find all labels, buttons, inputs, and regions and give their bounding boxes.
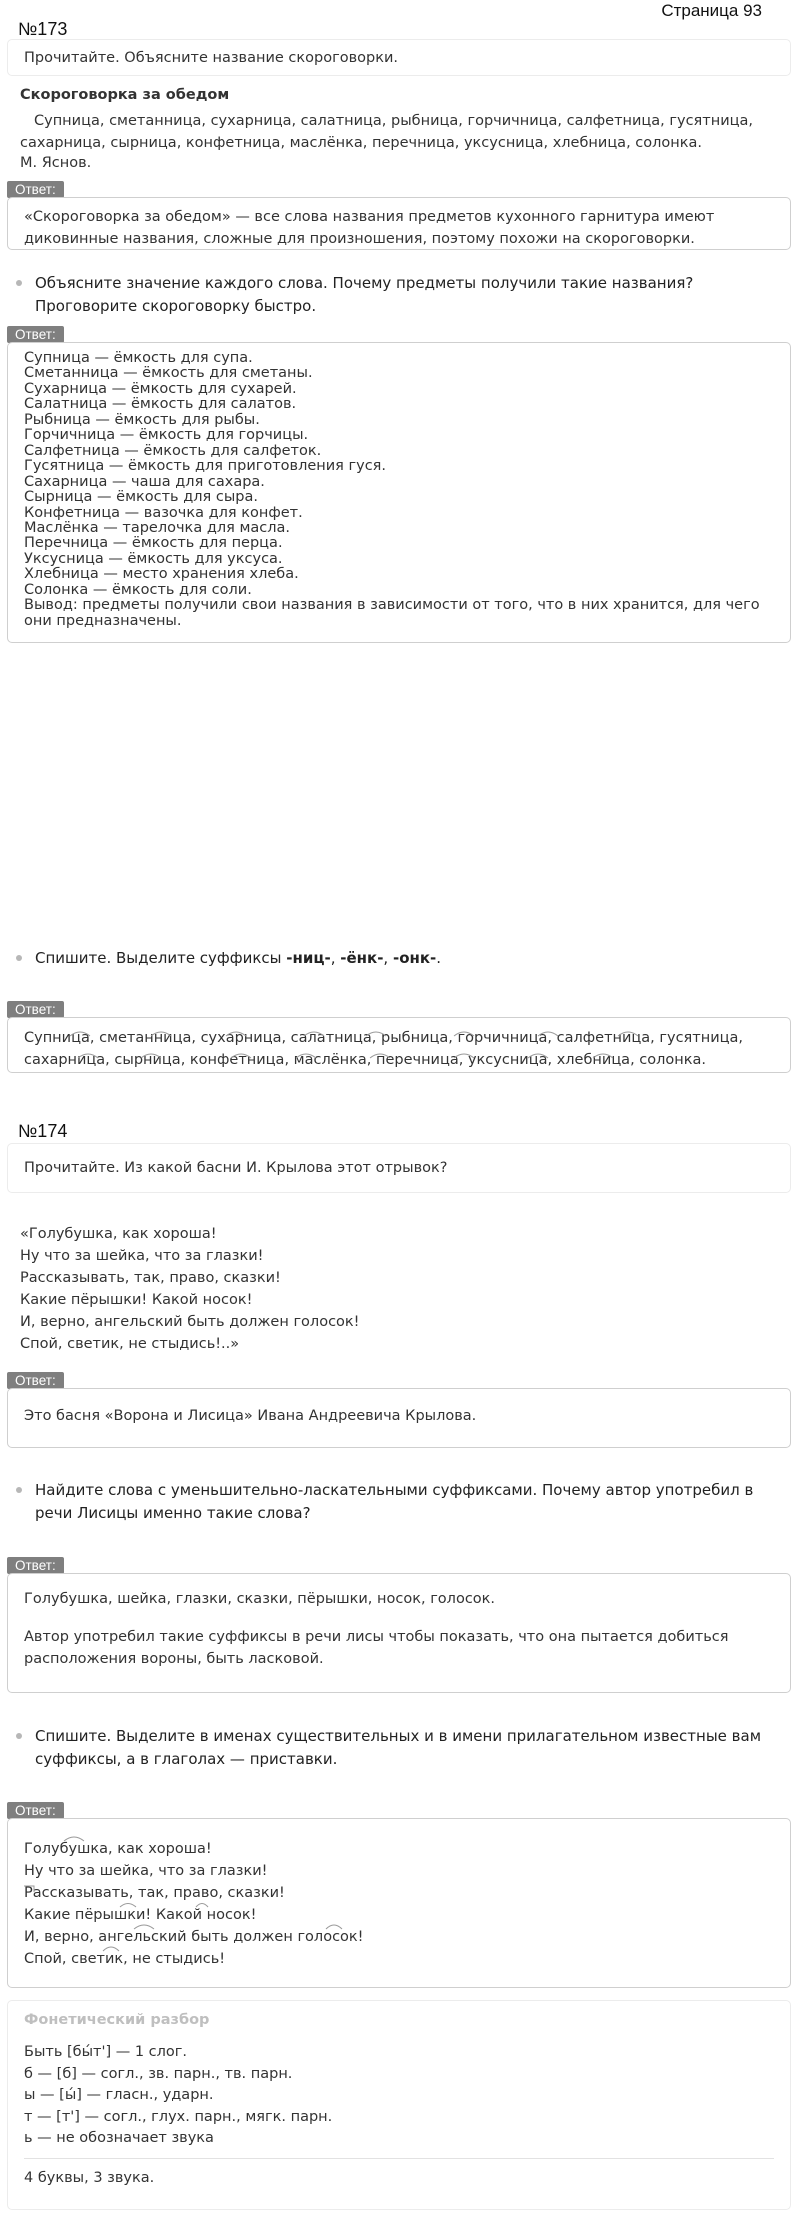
period: . — [436, 949, 442, 967]
poem-line: Ну что за шейка, что за глазки! — [20, 1248, 264, 1264]
task-173-text: Прочитайте. Объясните название скороговорки. — [24, 50, 399, 66]
phonetic-line: т — [т'] — согл., глух. парн., мягк. парн. — [24, 2108, 333, 2125]
answer-line: Сырница — ёмкость для сыра. — [24, 489, 258, 506]
phonetic-title: Фонетический разбор — [24, 2012, 210, 2028]
answer-line: Ну что за шейка, что за глазки! — [24, 1863, 268, 1879]
answer-line: Какие пёрышки! Какой носок! — [24, 1907, 257, 1923]
answer-conclusion: Вывод: предметы получили свои названия в зависимости от того, что в них хранится, для чего они предназначены. — [24, 597, 760, 629]
question-173-3 — [35, 947, 780, 970]
answer-line: Сухарница — ёмкость для сухарей. — [24, 380, 297, 397]
answer-line: Спой, светик, не стыдись! — [24, 1951, 226, 1967]
answer-line: Супница — ёмкость для супа. — [24, 350, 253, 366]
suffix-nits: -ниц- — [286, 949, 331, 967]
answer-line: Конфетница — вазочка для конфет. — [24, 504, 303, 521]
phonetic-line: ь — не обозначает звука — [24, 2130, 214, 2146]
poem-line: Рассказывать, так, право, сказки! — [20, 1270, 281, 1286]
answer-line: Салатница — ёмкость для салатов. — [24, 396, 297, 413]
answer-line: Солонка — ёмкость для соли. — [24, 581, 252, 598]
answer-label: Ответ: — [7, 326, 64, 343]
answer-line: Маслёнка — тарелочка для масла. — [24, 519, 290, 536]
separator: , — [383, 949, 393, 967]
question-173-3-prefix: Спишите. Выделите суффиксы — [35, 949, 287, 967]
task-174-text: Прочитайте. Из какой басни И. Крылова этот отрывок? — [24, 1160, 448, 1176]
exercise-number-173: №173 — [18, 19, 68, 39]
answer-174-2-explanation: Автор употребил такие суффиксы в речи лисы чтобы показать, что она пытается добиться расположения вороны, быть ласковой. — [24, 1629, 729, 1667]
poem-line: Какие пёрышки! Какой носок! — [20, 1292, 253, 1308]
answer-box-174-3 — [7, 1818, 791, 1988]
phonetic-summary: 4 буквы, 3 звука. — [24, 2169, 155, 2186]
exercise-number-174: №174 — [18, 1121, 68, 1141]
question-174-2: Найдите слова с уменьшительно-ласкательными суффиксами. Почему автор употребил в речи Лисицы именно такие слова? — [35, 1479, 780, 1524]
answer-line: И, верно, ангельский быть должен голосок! — [24, 1929, 364, 1945]
phonetic-line: б — [б] — согл., зв. парн., тв. парн. — [24, 2065, 293, 2082]
answer-label: Ответ: — [7, 181, 64, 198]
answer-173-1-text: «Скороговорка за обедом» — все слова названия предметов кухонного гарнитура имеют диковинные названия, сложные для произношения, поэтому похожи на скороговорки. — [24, 209, 715, 247]
phonetic-line: ы — [ы́] — гласн., ударн. — [24, 2087, 214, 2103]
poem-line: И, верно, ангельский быть должен голосок! — [20, 1314, 360, 1330]
divider — [24, 2158, 774, 2159]
answer-174-2-words: Голубушка, шейка, глазки, сказки, пёрышки, носок, голосок. — [24, 1591, 496, 1607]
answer-box-174-2 — [7, 1573, 791, 1693]
answer-line: Хлебница — место хранения хлеба. — [24, 566, 299, 583]
poem-line: «Голубушка, как хороша! — [20, 1226, 217, 1242]
suffix-onk: -онк- — [392, 949, 437, 967]
answer-173-3-text: Супница, сметанница, сухарница, салатница, рыбница, горчичница, салфетница, гусятница, сахарница, сырница, конфетница, маслёнка, перечница, уксусница, хлебница, солонка. — [24, 1030, 743, 1068]
answer-label: Ответ: — [7, 1802, 64, 1819]
answer-label: Ответ: — [7, 1557, 64, 1574]
answer-line: Уксусница — ёмкость для уксуса. — [24, 550, 283, 567]
question-173-2: Объясните значение каждого слова. Почему предметы получили такие названия? Проговорите скороговорку быстро. — [35, 272, 780, 317]
poem-line: Спой, светик, не стыдись!..» — [20, 1336, 240, 1352]
answer-line: Сметанница — ёмкость для сметаны. — [24, 365, 313, 382]
text-title: Скороговорка за обедом — [20, 87, 230, 103]
task-173 — [7, 39, 791, 76]
answer-box-173-3 — [7, 1017, 791, 1073]
answer-line: Рассказывать, так, право, сказки! — [24, 1885, 285, 1901]
answer-line: Рыбница — ёмкость для рыбы. — [24, 411, 260, 428]
question-174-3: Спишите. Выделите в именах существительных и в имени прилагательном известные вам суффиксы, а в глаголах — приставки. — [35, 1725, 780, 1770]
answer-line: Сахарница — чаша для сахара. — [24, 473, 265, 490]
page-number: Страница 93 — [661, 1, 762, 20]
answer-box-173-2 — [7, 342, 791, 643]
answer-line: Голубушка, как хороша! — [24, 1841, 212, 1857]
text-author: М. Яснов. — [20, 155, 92, 171]
answer-label: Ответ: — [7, 1001, 64, 1018]
phonetic-line: Быть [бы́т'] — 1 слог. — [24, 2044, 188, 2060]
answer-box-174-1 — [7, 1388, 791, 1448]
answer-line: Горчичница — ёмкость для горчицы. — [24, 427, 309, 444]
answer-label: Ответ: — [7, 1372, 64, 1389]
tongue-twister-text: Супница, сметанница, сухарница, салатница, рыбница, горчичница, салфетница, гусятница, сахарница, сырница, конфетница, маслёнка, перечница, уксусница, хлебница, солонка. — [20, 113, 753, 151]
answer-line: Гусятница — ёмкость для приготовления гуся. — [24, 458, 387, 475]
answer-box-173-1 — [7, 197, 791, 250]
fable-excerpt — [20, 1223, 780, 1355]
suffix-yonk: -ёнк- — [340, 949, 384, 967]
answer-line: Салфетница — ёмкость для салфеток. — [24, 442, 322, 459]
task-174 — [7, 1143, 791, 1193]
answer-174-1-text: Это басня «Ворона и Лисица» Ивана Андреевича Крылова. — [24, 1408, 477, 1424]
separator: , — [330, 949, 341, 967]
answer-line: Перечница — ёмкость для перца. — [24, 535, 283, 552]
phonetic-analysis — [7, 2000, 791, 2210]
